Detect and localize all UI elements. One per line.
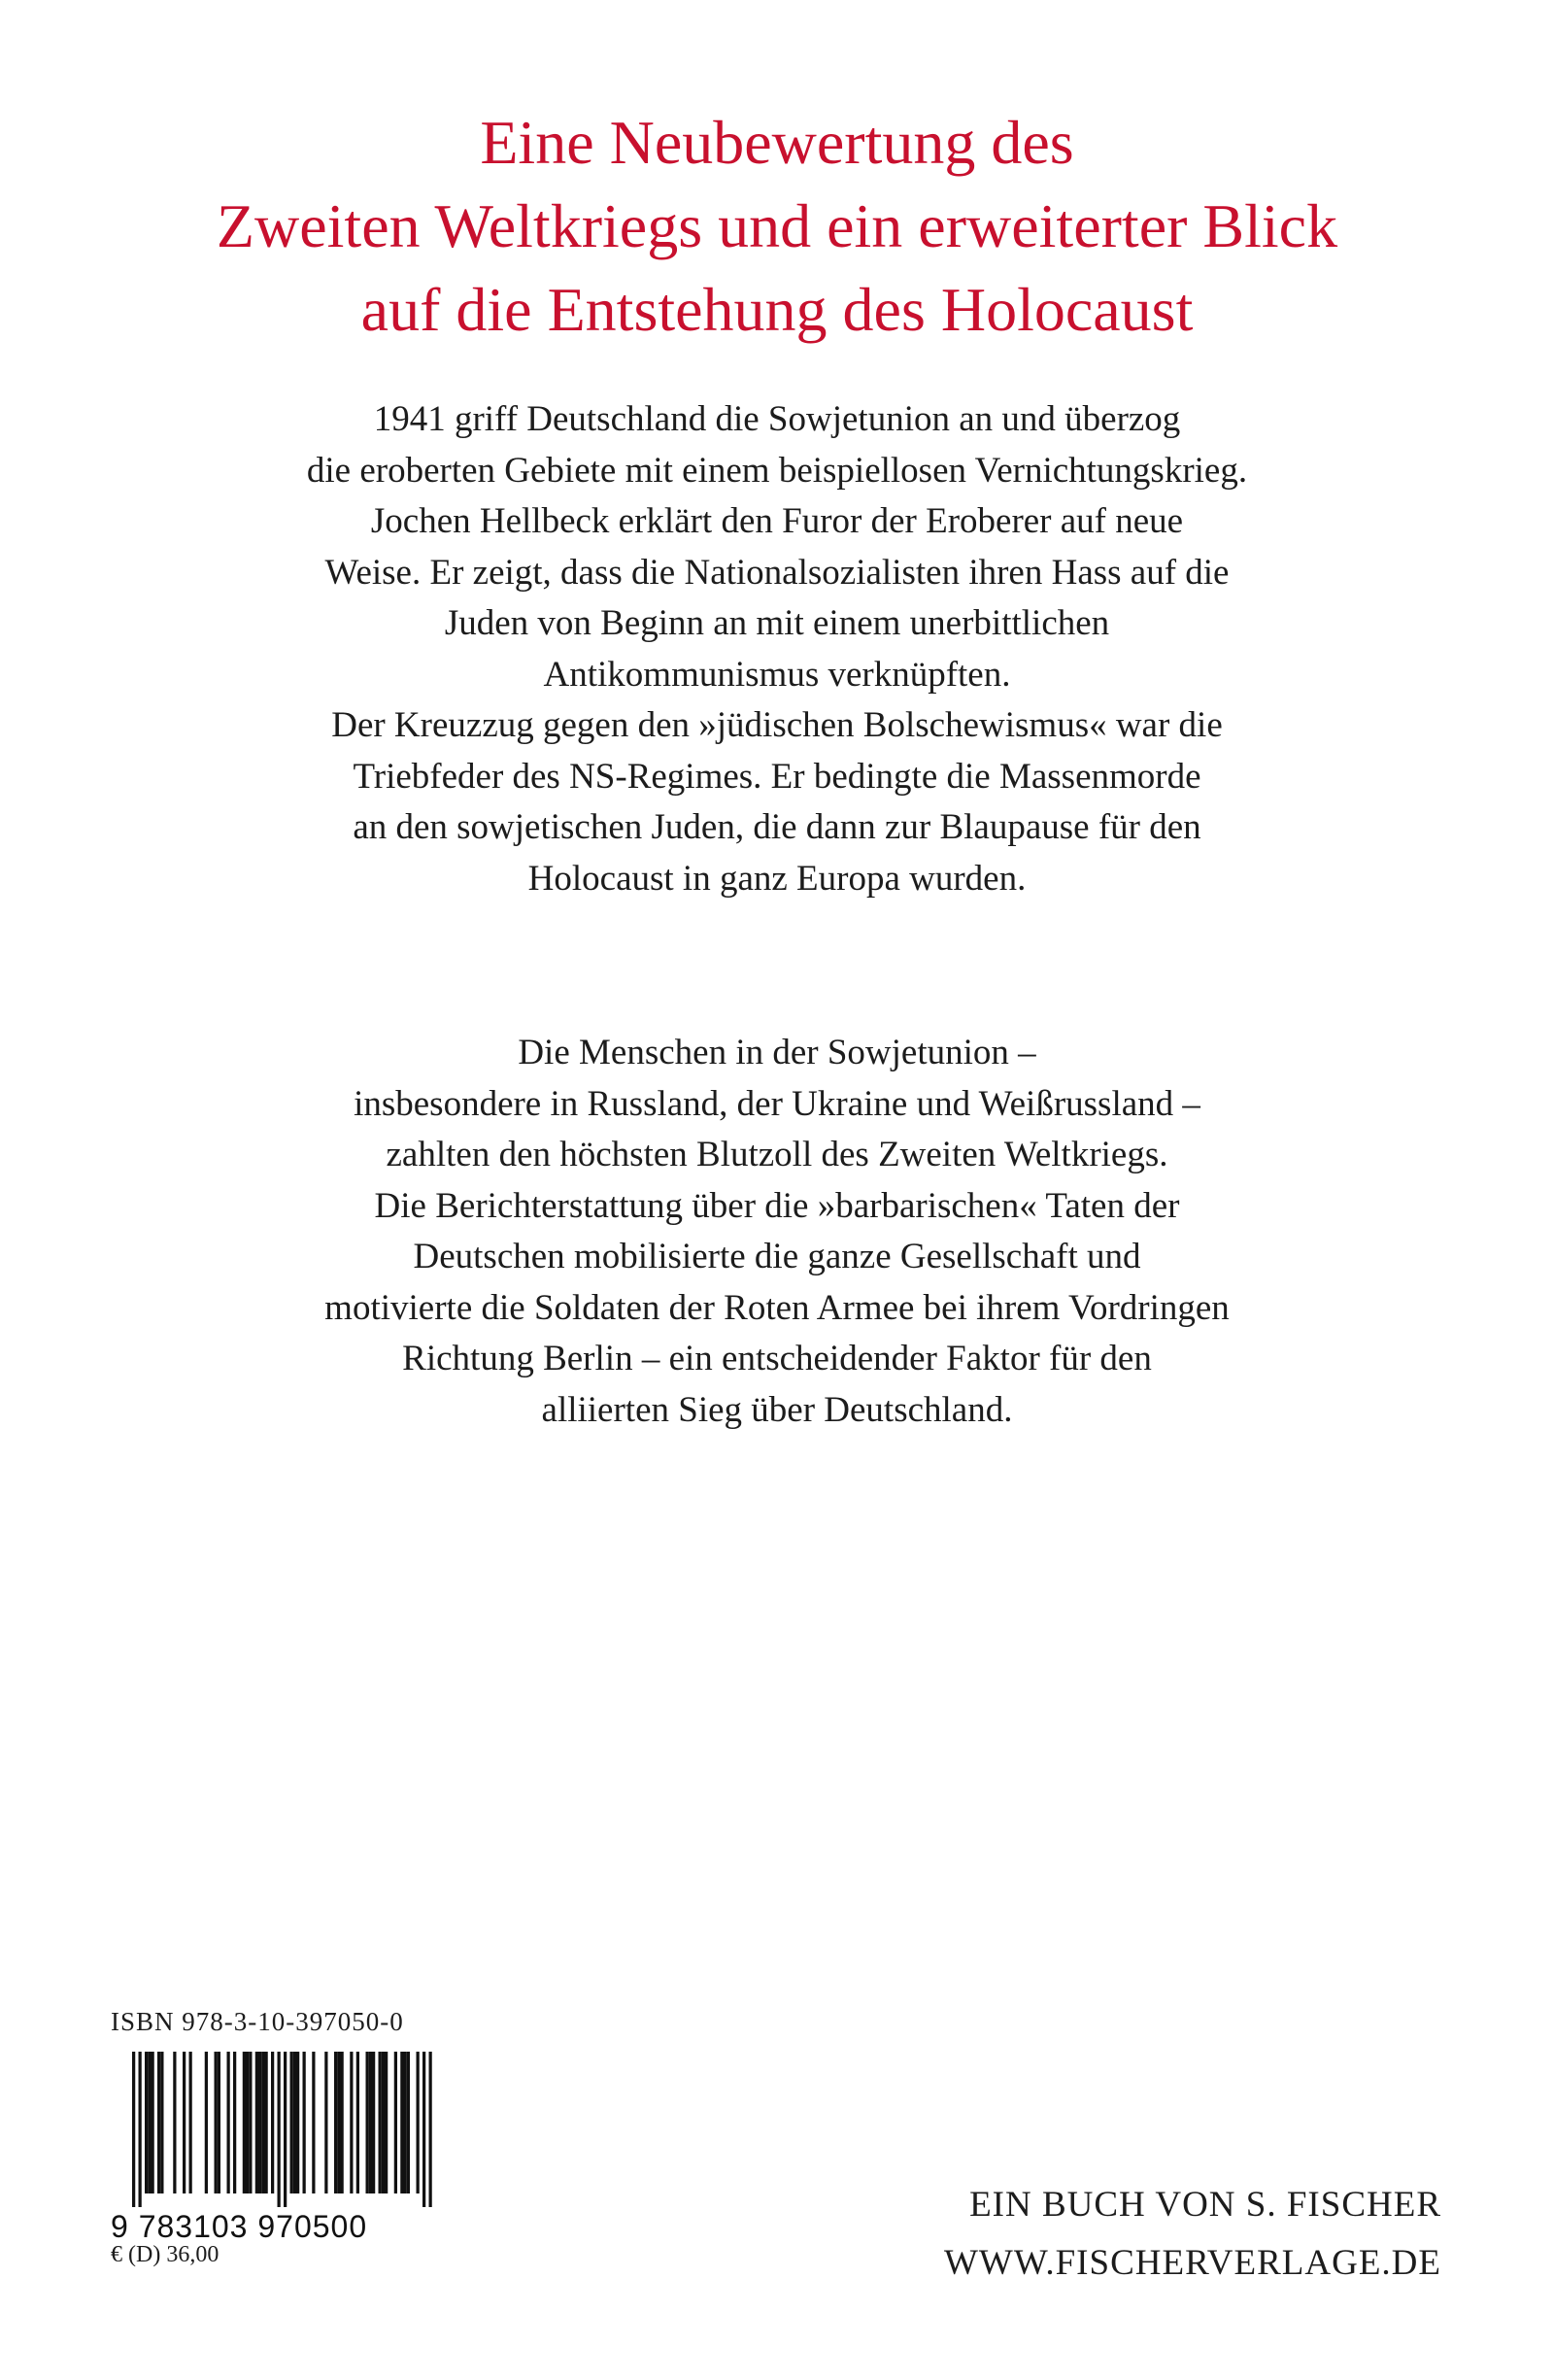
barcode-bar: [173, 2052, 176, 2193]
headline: [0, 101, 1554, 352]
blurb-paragraph-1: [0, 394, 1554, 904]
barcode-bar: [243, 2052, 246, 2193]
barcode-bar: [394, 2052, 397, 2193]
text-line: Jochen Hellbeck erklärt den Furor der Eroberer auf neue: [370, 501, 1184, 541]
barcode-bar: [261, 2052, 264, 2193]
barcode-bar: [293, 2052, 296, 2193]
publisher-block: [944, 2176, 1441, 2293]
barcode-bar: [372, 2052, 375, 2193]
barcode-bar: [296, 2052, 299, 2193]
headline-line: Eine Neubewertung des: [480, 108, 1074, 177]
barcode-bar: [255, 2052, 258, 2193]
barcode-bar: [160, 2052, 163, 2193]
barcode-bar: [407, 2052, 410, 2193]
barcode-bar: [385, 2052, 388, 2193]
barcode-bar: [350, 2052, 353, 2193]
text-line: die eroberten Gebiete mit einem beispiellosen Vernichtungskrieg.: [306, 450, 1248, 491]
barcode-bar: [265, 2052, 268, 2193]
text-line: Antikommunismus verknüpften.: [543, 654, 1011, 695]
headline-line: auf die Entstehung des Holocaust: [360, 275, 1194, 344]
barcode-bar: [429, 2052, 432, 2207]
barcode-bar: [227, 2052, 230, 2193]
barcode-bar: [157, 2052, 160, 2193]
barcode-bar: [258, 2052, 261, 2193]
barcode-bar: [205, 2052, 208, 2193]
publisher-line: WWW.FISCHERVERLAGE.DE: [943, 2243, 1441, 2283]
text-line: Die Berichterstattung über die »barbarischen« Taten der: [374, 1185, 1180, 1226]
text-line: Juden von Beginn an mit einem unerbittlichen: [444, 603, 1110, 643]
text-line: insbesondere in Russland, der Ukraine und Weißrussland –: [354, 1083, 1200, 1124]
text-line: Holocaust in ganz Europa wurden.: [527, 858, 1027, 899]
text-line: 1941 griff Deutschland die Sowjetunion an und überzog: [373, 399, 1181, 439]
isbn-label: ISBN 978-3-10-397050-0: [111, 2007, 404, 2036]
barcode-bar: [249, 2052, 252, 2193]
barcode-bar: [145, 2052, 148, 2193]
barcode-bar: [417, 2052, 420, 2193]
text-line: zahlten den höchsten Blutzoll des Zweiten Weltkriegs.: [386, 1135, 1168, 1174]
barcode-bar: [215, 2052, 218, 2193]
barcode-bar: [366, 2052, 369, 2193]
text-line: Deutschen mobilisierte die ganze Gesellschaft und: [413, 1237, 1141, 1276]
text-line: Triebfeder des NS-Regimes. Er bedingte die Massenmorde: [353, 756, 1201, 797]
barcode-bar: [132, 2052, 135, 2207]
barcode-digits: 9 783103 970500: [111, 2209, 368, 2244]
text-line: motivierte die Soldaten der Roten Armee bei ihrem Vordringen: [324, 1287, 1230, 1328]
barcode: [111, 2052, 433, 2244]
price-label: € (D) 36,00: [111, 2242, 220, 2267]
barcode-bar: [271, 2052, 274, 2193]
barcode-bar: [218, 2052, 220, 2193]
barcode-bars: [111, 2052, 433, 2207]
blurb-paragraph-2: [0, 1028, 1554, 1436]
text-line: alliierten Sieg über Deutschland.: [541, 1389, 1013, 1430]
barcode-bar: [189, 2052, 192, 2193]
barcode-bar: [290, 2052, 293, 2193]
barcode-bar: [356, 2052, 359, 2193]
barcode-bar: [246, 2052, 249, 2193]
publisher-line: EIN BUCH VON S. FISCHER: [969, 2185, 1441, 2225]
barcode-bar: [233, 2052, 236, 2193]
barcode-bar: [422, 2052, 425, 2207]
barcode-bar: [337, 2052, 340, 2193]
barcode-bar: [278, 2052, 281, 2207]
barcode-bar: [312, 2052, 315, 2193]
barcode-bar: [324, 2052, 327, 2193]
barcode-bar: [139, 2052, 142, 2207]
barcode-bar: [341, 2052, 344, 2193]
barcode-bar: [303, 2052, 306, 2193]
headline-line: Zweiten Weltkriegs und ein erweiterter Blick: [216, 191, 1338, 260]
barcode-bar: [379, 2052, 382, 2193]
text-line: an den sowjetischen Juden, die dann zur Blaupause für den: [353, 807, 1201, 847]
barcode-bar: [148, 2052, 151, 2193]
text-line: Die Menschen in der Sowjetunion –: [518, 1033, 1036, 1072]
barcode-bar: [183, 2052, 186, 2193]
barcode-bar: [400, 2052, 403, 2193]
barcode-bar: [382, 2052, 385, 2193]
text-line: Der Kreuzzug gegen den »jüdischen Bolschewismus« war die: [331, 705, 1223, 745]
barcode-bar: [369, 2052, 372, 2193]
barcode-bar: [152, 2052, 154, 2193]
barcode-bar: [404, 2052, 407, 2193]
barcode-bar: [284, 2052, 287, 2207]
barcode-bar: [334, 2052, 337, 2193]
text-line: Richtung Berlin – ein entscheidender Faktor für den: [402, 1339, 1152, 1378]
text-line: Weise. Er zeigt, dass die Nationalsozialisten ihren Hass auf die: [324, 552, 1230, 593]
